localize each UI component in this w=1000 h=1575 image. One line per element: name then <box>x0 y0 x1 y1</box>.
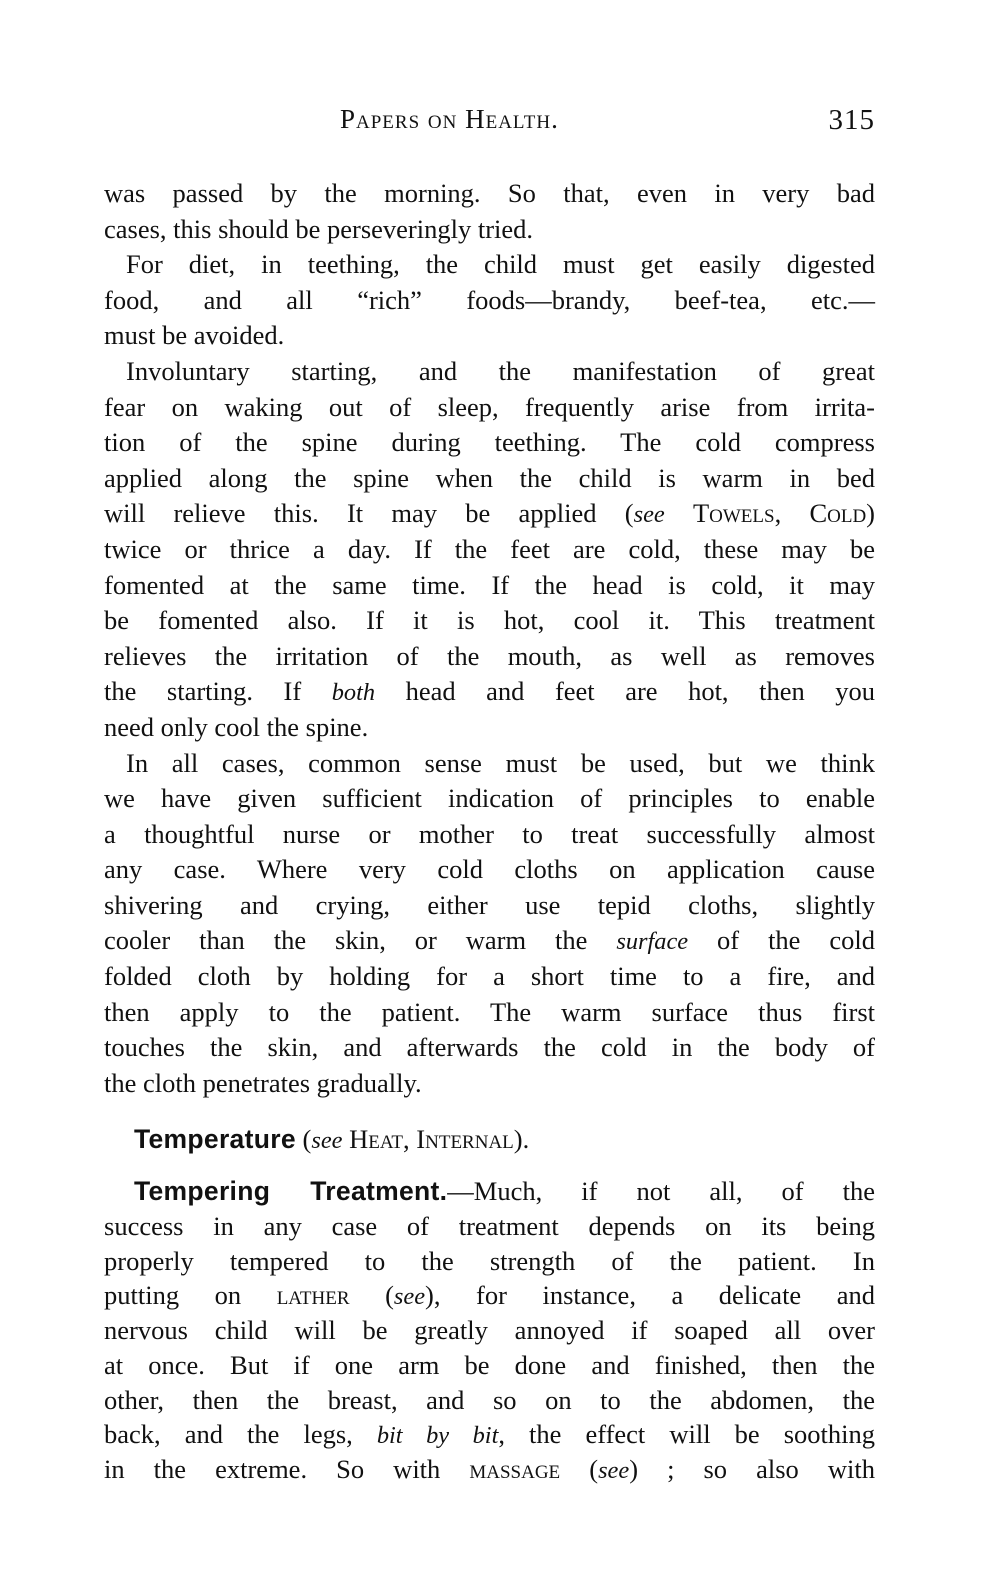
text-segment: the starting. If <box>104 676 332 707</box>
text-line <box>104 1452 875 1487</box>
text-line <box>104 603 875 639</box>
text-line <box>104 532 875 568</box>
text-segment: touches the skin, and afterwards the cold in the body of <box>104 1032 875 1063</box>
text-line <box>104 710 875 746</box>
text-line <box>104 318 875 354</box>
text-line <box>104 283 875 319</box>
text-segment: must be avoided. <box>104 320 285 351</box>
text-segment: , the effect will be soothing <box>498 1419 875 1450</box>
text-segment: folded cloth by holding for a short time to a fire, and <box>104 961 875 992</box>
text-segment: at once. But if one arm be done and finished, then the <box>104 1349 875 1380</box>
text-line <box>104 354 875 390</box>
text-line <box>104 496 875 532</box>
text-segment: ). <box>513 1124 530 1154</box>
italic-text: see <box>393 1283 426 1311</box>
text-segment: other, then the breast, and so on to the abdomen, the <box>104 1384 875 1415</box>
text-line <box>104 1278 875 1313</box>
text-segment: we have given sufficient indication of principles to enable <box>104 783 875 814</box>
text-line <box>104 390 875 426</box>
text-segment: back, and the legs, <box>104 1419 377 1450</box>
text-segment: ), for instance, a delicate and <box>425 1280 876 1311</box>
text-segment: cooler than the skin, or warm the <box>104 925 617 956</box>
text-line <box>104 674 875 710</box>
text-line <box>104 1030 875 1066</box>
text-line <box>104 781 875 817</box>
italic-text: see <box>633 501 665 529</box>
entry-title: Tempering Treatment. <box>134 1176 448 1206</box>
text-segment: —Much, if not all, of the <box>447 1176 875 1206</box>
text-segment: applied along the spine when the child is warm in bed <box>104 462 875 493</box>
text-line <box>104 1348 875 1383</box>
text-segment: ( <box>349 1280 394 1311</box>
small-caps-text: Heat, Internal <box>349 1124 514 1154</box>
text-segment: food, and all “rich” foods—brandy, beef-tea, etc.— <box>104 284 875 315</box>
italic-text: see <box>598 1457 630 1484</box>
text-line <box>104 888 875 924</box>
text-line <box>104 1383 875 1418</box>
text-line <box>104 425 875 461</box>
text-line <box>134 1120 875 1158</box>
text-line <box>104 817 875 853</box>
text-segment: head and feet are hot, then you <box>375 676 875 707</box>
text-line <box>104 461 875 497</box>
small-caps-text: Towels, Cold <box>692 498 867 529</box>
text-line <box>104 1174 875 1209</box>
page-number: 315 <box>828 104 875 136</box>
text-line <box>104 1313 875 1348</box>
text-line <box>104 639 875 675</box>
text-segment: nervous child will be greatly annoyed if soaped all over <box>104 1315 875 1345</box>
text-segment: relieves the irritation of the mouth, as well as removes <box>104 640 875 671</box>
text-segment <box>665 498 693 528</box>
text-segment: need only cool the spine. <box>104 711 369 742</box>
italic-text: bit by bit <box>376 1422 499 1450</box>
body-text-section <box>104 176 875 1101</box>
entry-title: Temperature <box>134 1124 296 1154</box>
italic-text: both <box>331 679 376 707</box>
text-line <box>104 176 875 212</box>
text-segment: was passed by the morning. So that, even in very bad <box>104 178 875 208</box>
text-line <box>104 1244 875 1279</box>
text-segment: any case. Where very cold cloths on application cause <box>104 854 875 885</box>
text-segment: Involuntary starting, and the manifestation of great <box>126 355 875 386</box>
text-segment: shivering and crying, either use tepid cloths, slightly <box>104 889 875 920</box>
text-line <box>104 923 875 959</box>
text-line <box>104 959 875 995</box>
text-line <box>104 1209 875 1244</box>
entry-heading-temperature <box>104 1120 875 1158</box>
running-title: Papers on Health. <box>340 104 559 134</box>
text-segment: fear on waking out of sleep, frequently arise from irrita- <box>104 391 875 422</box>
text-line <box>104 212 875 248</box>
small-caps-text: massage <box>469 1454 561 1484</box>
text-line <box>104 746 875 782</box>
italic-text: surface <box>616 928 689 956</box>
text-segment: success in any case of treatment depends on its being <box>104 1210 875 1241</box>
text-segment: ( <box>295 1124 312 1154</box>
text-line <box>104 1066 875 1102</box>
italic-text: see <box>311 1127 343 1154</box>
text-segment: ( <box>560 1454 599 1484</box>
text-line <box>104 568 875 604</box>
text-line <box>104 1417 875 1452</box>
text-segment: a thoughtful nurse or mother to treat successfully almost <box>104 818 875 849</box>
text-line <box>104 247 875 283</box>
text-segment: in the extreme. So with <box>104 1454 470 1484</box>
text-segment: In all cases, common sense must be used, but we think <box>126 747 875 778</box>
text-segment: be fomented also. If it is hot, cool it. This treatment <box>104 605 875 636</box>
text-segment: then apply to the patient. The warm surface thus first <box>104 996 875 1027</box>
text-segment: the cloth penetrates gradually. <box>104 1067 422 1098</box>
text-segment: twice or thrice a day. If the feet are cold, these may be <box>104 533 875 564</box>
text-line <box>104 995 875 1031</box>
text-segment: properly tempered to the strength of the patient. In <box>104 1245 875 1276</box>
text-segment: cases, this should be perseveringly tried. <box>104 213 534 244</box>
text-segment: ) <box>866 498 875 529</box>
text-line <box>104 852 875 888</box>
text-segment: For diet, in teething, the child must get easily digested <box>126 249 875 280</box>
text-segment: will relieve this. It may be applied ( <box>104 498 634 529</box>
text-segment: ) ; so also with <box>629 1454 875 1484</box>
text-segment: putting on <box>104 1280 277 1311</box>
text-segment: of the cold <box>688 925 876 956</box>
page-header <box>340 104 875 144</box>
small-caps-text: lather <box>276 1280 350 1311</box>
entry-tempering-treatment <box>104 1174 875 1487</box>
text-segment: tion of the spine during teething. The cold compress <box>104 427 875 458</box>
text-segment: fomented at the same time. If the head is cold, it may <box>104 569 875 600</box>
